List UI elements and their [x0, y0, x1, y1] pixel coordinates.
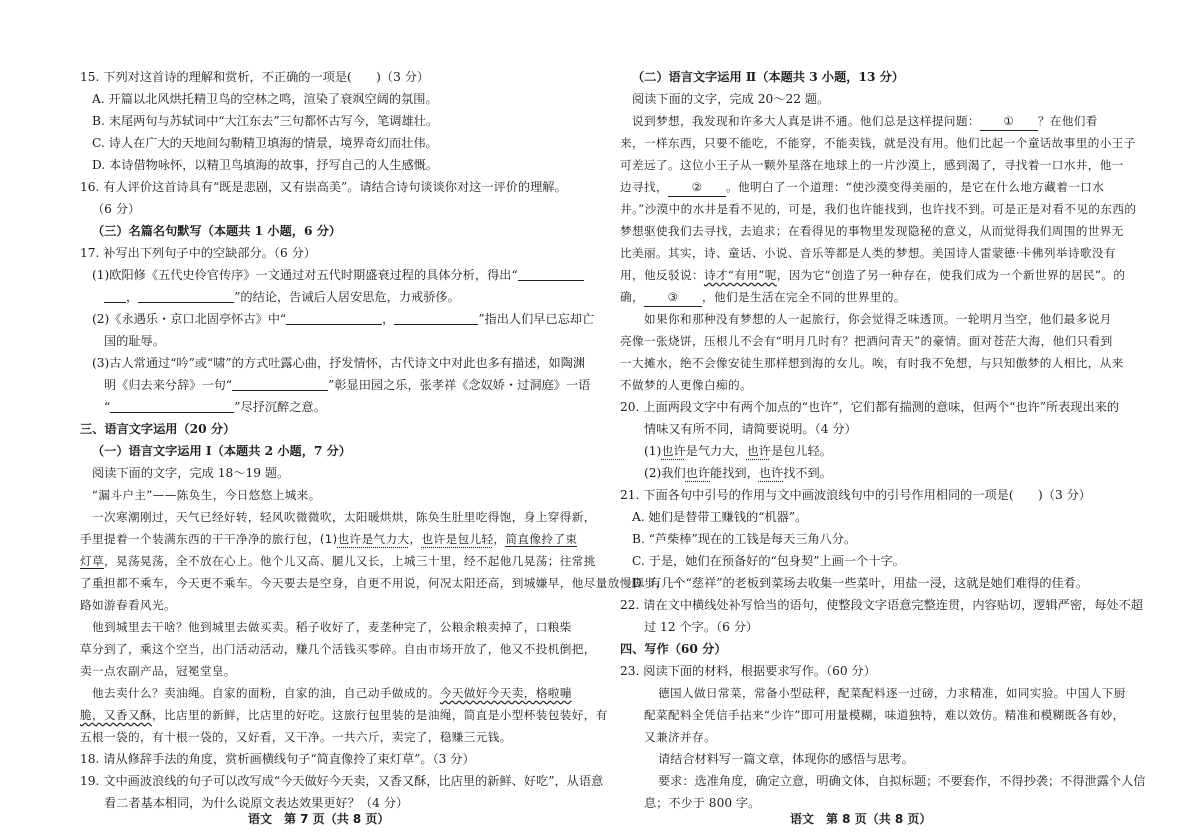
story-line: 他到城里去干啥？他到城里去做买卖。稻子收好了，麦垄种完了，公粮余粮卖掉了，口粮柴 [92, 620, 572, 634]
q20-item-2: (2)我们也许能找到，也许找不到。 [644, 466, 832, 480]
section-famous-lines-title: （三）名篇名句默写（本题共 1 小题，6 分） [92, 224, 342, 238]
page-footer-7: 语文 第 7 页（共 8 页） [248, 812, 390, 826]
passage-line: 如果你和那种没有梦想的人一起旅行，你会觉得乏味透顶。一轮明月当空，他们最多说月 [644, 312, 1112, 326]
q15-option-a: A. 开篇以北风烘托精卫鸟的空林之鸣，渲染了衰飒空阔的氛围。 [92, 92, 438, 106]
underlined-sentence: 简直像拎了束 [505, 532, 578, 546]
q15-option-d: D. 本诗借物咏怀，以精卫鸟填海的故事，抒写自己的人生感慨。 [92, 158, 439, 172]
part-3-title: 三、语言文字运用（20 分） [80, 422, 236, 436]
q21-option-d: D. 有几个“慈祥”的老板到菜场去收集一些菜叶，用盐一浸，这就是她们难得的佳肴。 [632, 576, 1089, 590]
story-line: 一次寒潮刚过，天气已经好转，轻风吹微微吹，太阳暖烘烘，陈奂生肚里吃得饱，身上穿得新， [92, 510, 596, 524]
story-line: 卖一点农副产品，冠冕堂皇。 [80, 664, 236, 678]
fill-blank-1: ① [980, 112, 1038, 131]
material-line: 德国人做日常菜，常备小型砝秤，配菜配料逐一过磅，力求精准，如同实验。中国人下厨 [658, 686, 1126, 700]
material-line: 配菜配料全凭信手拈来“少许”即可用量模糊，味道独特，难以效仿。精准和模糊既各有妙， [644, 708, 1125, 722]
passage-line: 不做梦的人更像白痴的。 [620, 378, 752, 392]
story-title: “漏斗户主”——陈奂生，今日悠悠上城来。 [92, 488, 321, 502]
q17-item-3-cont: 明《归去来兮辞》一句“ ”彰显田园之乐，张孝祥《念奴娇・过洞庭》一语 [104, 378, 591, 392]
answer-blank [394, 310, 478, 325]
question-20: 20. 上面两段文字中有两个加点的“也许”，它们都有揣测的意味，但两个“也许”所表现出来的 [620, 400, 1120, 414]
q20-item-1: (1)也许是气力大，也许是包儿轻。 [644, 444, 832, 458]
wavy-sentence: 今天做好今天卖，格啦嘣 [439, 686, 572, 700]
passage-line: 来，一样东西，只要不能吃，不能穿，不能卖钱，就是没有用。他们比起一个童话故事里的小王子 [620, 136, 1136, 150]
sub-section-2-intro: 阅读下面的文字，完成 20～22 题。 [632, 92, 830, 106]
story-line: 草分到了，乘这个空当，出门活动活动，赚几个活钱买零碎。自由市场开放了，他又不投机倒把， [80, 642, 596, 656]
answer-blank [232, 376, 328, 391]
writing-task: 请结合材料写一篇文章，体现你的感悟与思考。 [658, 752, 914, 766]
question-15: 15. 下列对这首诗的理解和赏析，不正确的一项是( )（3 分） [80, 70, 430, 84]
story-line: 灯草，晃荡晃荡，全不放在心上。他个儿又高、腿儿又长，上城三十里，经不起他几晃荡；往常挑 [80, 554, 596, 568]
dream-passage [620, 110, 1137, 396]
passage-line: 井。”沙漠中的水井是看不见的，可是，我们也许能找到，也许找不到。可是正是对看不见的东西的 [620, 202, 1137, 216]
q15-option-b: B. 末尾两句与苏轼词中“大江东去”三句都怀古写今，笔调雄壮。 [92, 114, 439, 128]
q17-item-3-cont2: “ ”尽抒沉醉之意。 [104, 400, 326, 414]
question-19: 19. 文中画波浪线的句子可以改写成“今天做好今天卖，又香又酥，比店里的新鲜、好吃”，从语意 [80, 774, 604, 788]
story-line: 手里提着一个装满东西的干干净净的旅行包，(1)也许是气力大，也许是包儿轻，简直像拎了束 [80, 532, 578, 546]
sub-section-1-title: （一）语言文字运用 Ⅰ（本题共 2 小题，7 分） [92, 444, 352, 458]
story-line: 脆，又香又酥，比店里的新鲜，比店里的好吃。这旅行包里装的是油绳，简直是小型杯装包装好，有 [80, 708, 608, 722]
writing-requirements: 要求：选准角度，确定立意，明确文体，自拟标题；不要套作，不得抄袭；不得泄露个人信 [658, 774, 1146, 788]
fill-blank-3: ③ [644, 288, 702, 307]
question-21: 21. 下面各句中引号的作用与文中画波浪线句中的引号作用相同的一项是( )（3 分） [620, 488, 1091, 502]
page-footer-8: 语文 第 8 页（共 8 页） [790, 812, 932, 826]
q15-option-c: C. 诗人在广大的天地间勾勒精卫填海的情景，境界奇幻而壮伟。 [92, 136, 438, 150]
fill-blank-2: ② [668, 178, 726, 197]
q17-item-2-cont: 国的耻辱。 [104, 334, 165, 348]
passage-line: 亮像一张烧饼，压根儿不会有“明月几时有？把酒问青天”的豪情。面对苍茫大海，他们只看到 [620, 334, 1113, 348]
writing-requirements-cont: 息；不少于 800 字。 [644, 796, 761, 810]
passage-line: 可差远了。这位小王子从一颗外星落在地球上的一片沙漠上，感到渴了，寻找着一口水井，他一 [620, 158, 1124, 172]
passage-line: 梦想驱使我们去寻找，去追求；在看得见的事物里发现隐秘的意义，从而觉得我们周围的世界无 [620, 224, 1124, 238]
answer-blank [138, 288, 234, 303]
page-8-column [620, 66, 1146, 814]
q17-item-3: (3)古人常通过“吟”或“啸”的方式吐露心曲，抒发情怀，古代诗文中对此也多有描述，如陶渊 [92, 356, 586, 370]
question-17: 17. 补写出下列句子中的空缺部分。（6 分） [80, 246, 316, 260]
sub-section-1-intro: 阅读下面的文字，完成 18～19 题。 [92, 466, 290, 480]
q17-item-1-cont: ， ”的结论，告诫后人居安思危，力戒骄侈。 [80, 286, 554, 308]
passage-line: 用，他反驳说：诗才“有用”呢，因为它“创造了另一种存在，使我们成为一个新世界的居民”。的 [620, 268, 1126, 282]
story-line: 五根一袋的，有十根一袋的，又好看，又干净。一共六斤，卖完了，稳赚三元钱。 [80, 730, 512, 744]
question-22-cont: 过 12 个字。（6 分） [644, 620, 759, 634]
q21-option-c: C. 于是，她们在预备好的“包身契”上画一个十字。 [632, 554, 905, 568]
question-18: 18. 请从修辞手法的角度，赏析画横线句子“简直像拎了束灯草”。（3 分） [80, 752, 475, 766]
answer-blank [110, 398, 234, 413]
question-16: 16. 有人评价这首诗具有“既是悲剧，又有崇高美”。请结合诗句谈谈你对这一评价的理解。 [80, 180, 567, 194]
q16-score: （6 分） [92, 202, 141, 216]
passage-line: 边寻找， ② 。他明白了一个道理：“使沙漠变得美丽的，是它在什么地方藏着一口水 [620, 176, 1098, 198]
q21-option-b: B. “芦柴棒”现在的工钱是每天三角八分。 [632, 532, 857, 546]
story-line: 了重担都不乘车，今天更不乘车。今天要去是空身，自更不用说，何况太阳还高，到城嫌早，他尽量放慢脚步，一 [80, 576, 680, 590]
passage-line: 一大摊水，绝不会像安徒生那样想到海的女儿。唉，有时我不免想，与只知傲梦的人相比，从来 [620, 356, 1124, 370]
question-19-cont: 看二者基本相同，为什么说原文表达效果更好？（4 分） [104, 796, 409, 810]
answer-blank [518, 266, 584, 281]
sub-section-2-title: （二）语言文字运用 Ⅱ（本题共 3 小题，13 分） [632, 70, 905, 84]
q17-item-2: (2)《永遇乐・京口北固亭怀古》中“ ， ”指出人们早已忘却亡 [92, 312, 595, 326]
writing-material [620, 682, 1126, 748]
material-line: 又兼济并存。 [644, 730, 716, 744]
q17-item-1: (1)欧阳修《五代史伶官传序》一文通过对五代时期盛衰过程的具体分析，得出“ [80, 264, 554, 286]
q21-option-a: A. 她们是替带工赚钱的“机器”。 [632, 510, 808, 524]
part-4-title: 四、写作（60 分） [620, 642, 727, 656]
wavy-sentence: 诗才“有用”呢 [703, 268, 777, 282]
answer-blank [104, 288, 126, 303]
passage-line: 说到梦想，我发现和许多大人真是讲不通。他们总是这样提问题： ① ？在他们看 [620, 110, 1098, 132]
question-23: 23. 阅读下面的材料，根据要求写作。（60 分） [620, 664, 876, 678]
question-20-cont: 情味又有所不同，请简要说明。（4 分） [644, 422, 857, 436]
passage-line: 比美丽。其实，诗、童话、小说、音乐等都是人类的梦想。美国诗人雷蒙德·卡佛列举诗歌没有 [620, 246, 1116, 260]
passage-line: 确， ③ ，他们是生活在完全不同的世界里的。 [620, 286, 1098, 308]
story-line: 他去卖什么？卖油绳。自家的面粉，自家的油，自己动手做成的。今天做好今天卖，格啦嘣 [92, 686, 572, 700]
answer-blank [286, 310, 382, 325]
story-line: 路如游春看风光。 [80, 598, 176, 612]
question-22: 22. 请在文中横线处补写恰当的语句，使整段文字语意完整连贯，内容贴切，逻辑严密，每处不超 [620, 598, 1143, 612]
